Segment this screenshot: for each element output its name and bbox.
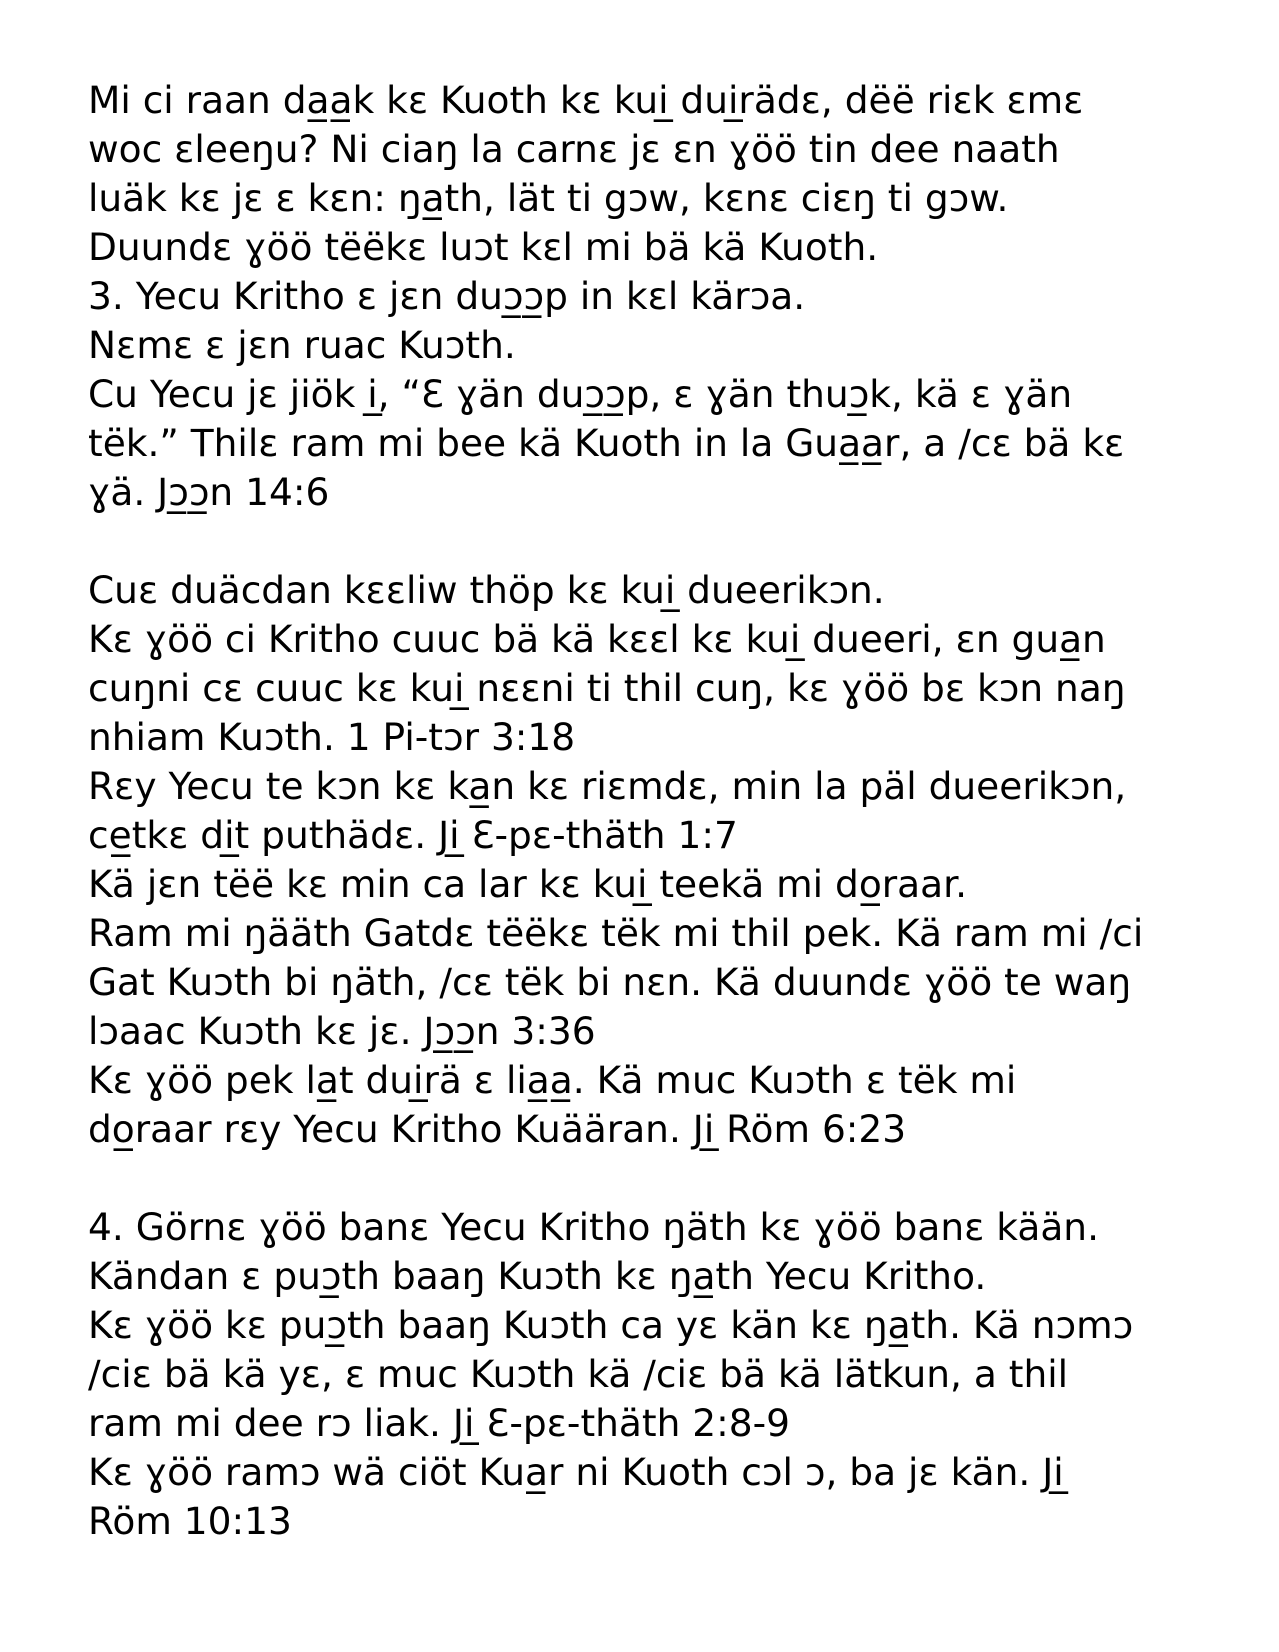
text-line: tëk.” Thilɛ ram mi bee kä Kuoth in la Gua̲a̲r, a /cɛ bä kɛ — [88, 421, 1125, 465]
text-line: Gat Kuɔth bi ŋäth, /cɛ tëk bi nɛn. Kä duundɛ ɣöö te waŋ — [88, 960, 1132, 1004]
scripture-reference: ɣä. Jɔ̲ɔ̲n 14:6 — [88, 470, 330, 514]
text-line: Duundɛ ɣöö tëëkɛ luɔt kɛl mi bä kä Kuoth. — [88, 225, 879, 269]
text-line: Mi ci raan da̲a̲k kɛ Kuoth kɛ kui̲ dui̲rädɛ, dëë riɛk ɛmɛ — [88, 78, 1084, 122]
scripture-reference: ram mi dee rɔ liak. Ji̲ Ɛ-pɛ-thäth 2:8-9 — [88, 1401, 791, 1445]
text-line: Cuɛ duäcdan kɛɛliw thöp kɛ kui̲ dueerikɔn. — [88, 568, 885, 612]
scripture-reference: Röm 10:13 — [88, 1499, 292, 1543]
text-line: Rɛy Yecu te kɔn kɛ ka̲n kɛ riɛmdɛ, min la päl dueerikɔn, — [88, 764, 1127, 808]
scripture-reference: ce̲tkɛ di̲t puthädɛ. Ji̲ Ɛ-pɛ-thäth 1:7 — [88, 813, 738, 857]
text-line: Nɛmɛ ɛ jɛn ruac Kuɔth. — [88, 323, 516, 367]
scripture-reference: lɔaac Kuɔth kɛ jɛ. Jɔ̲ɔ̲n 3:36 — [88, 1009, 596, 1053]
text-line: Ram mi ŋääth Gatdɛ tëëkɛ tëk mi thil pek. Kä ram mi /ci — [88, 911, 1144, 955]
text-line: luäk kɛ jɛ ɛ kɛn: ŋa̲th, lät ti gɔw, kɛnɛ ciɛŋ ti gɔw. — [88, 176, 1009, 220]
text-line: Kɛ ɣöö kɛ puɔ̲th baaŋ Kuɔth ca yɛ kän kɛ ŋa̲th. Kä nɔmɔ — [88, 1303, 1134, 1347]
scripture-reference: nhiam Kuɔth. 1 Pi-tɔr 3:18 — [88, 715, 576, 759]
text-line: Kɛ ɣöö pek la̲t dui̲rä ɛ lia̲a̲. Kä muc Kuɔth ɛ tëk mi — [88, 1058, 1017, 1102]
paragraph-gap — [88, 517, 1218, 566]
scripture-reference: do̲raar rɛy Yecu Kritho Kuääran. Ji̲ Röm 6:23 — [88, 1107, 907, 1151]
section-heading: 3. Yecu Kritho ɛ jɛn duɔ̲ɔ̲p in kɛl kärɔa. — [88, 274, 806, 318]
text-line: woc ɛleeŋu? Ni ciaŋ la carnɛ jɛ ɛn ɣöö tin dee naath — [88, 127, 1060, 171]
text-line: Kɛ ɣöö ramɔ wä ciöt Kua̲r ni Kuoth cɔl ɔ, ba jɛ kän. Ji̲ — [88, 1450, 1064, 1494]
text-line: Kɛ ɣöö ci Kritho cuuc bä kä kɛɛl kɛ kui̲ dueeri, ɛn gua̲n — [88, 617, 1106, 661]
paragraph-gap — [88, 1154, 1218, 1203]
text-line: Cu Yecu jɛ jiök i̲, “Ɛ ɣän duɔ̲ɔ̲p, ɛ ɣän thuɔ̲k, kä ɛ ɣän — [88, 372, 1073, 416]
text-line: cuŋni cɛ cuuc kɛ kui̲ nɛɛni ti thil cuŋ, kɛ ɣöö bɛ kɔn naŋ — [88, 666, 1126, 710]
document-body — [88, 76, 1218, 1546]
section-heading: 4. Görnɛ ɣöö banɛ Yecu Kritho ŋäth kɛ ɣöö banɛ kään. — [88, 1205, 1099, 1249]
text-line: Kändan ɛ puɔ̲th baaŋ Kuɔth kɛ ŋa̲th Yecu Kritho. — [88, 1254, 987, 1298]
text-line: Kä jɛn tëë kɛ min ca lar kɛ kui̲ teekä mi do̲raar. — [88, 862, 968, 906]
text-line: /ciɛ bä kä yɛ, ɛ muc Kuɔth kä /ciɛ bä kä lätkun, a thil — [88, 1352, 1069, 1396]
